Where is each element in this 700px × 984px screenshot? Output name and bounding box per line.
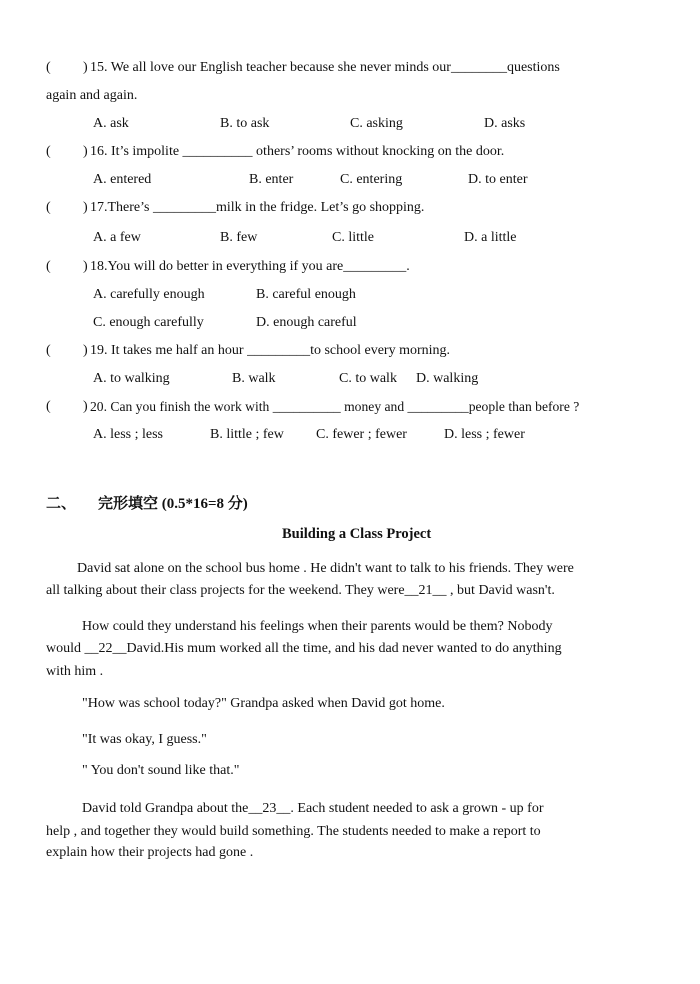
q20-option-a: A. less ; less [93, 427, 163, 442]
q18-stem: 18.You will do better in everything if you are_________. [90, 259, 410, 274]
q16-option-d: D. to enter [468, 172, 528, 187]
q15-option-a: A. ask [93, 116, 129, 131]
q15-stem: 15. We all love our English teacher because she never minds our________questions [90, 60, 560, 75]
q15-option-d: D. asks [484, 116, 526, 131]
q18-option-b: B. careful enough [256, 287, 356, 302]
q17-option-a: A. a few [93, 230, 141, 245]
q19-option-a: A. to walking [93, 371, 170, 386]
q19-option-c: C. to walk [339, 371, 397, 386]
q20-stem: 20. Can you finish the work with __________ money and _________people than before ? [90, 399, 580, 414]
q17-close-paren: ) [83, 200, 88, 215]
q20-option-b: B. little ; few [210, 427, 284, 442]
passage-line: How could they understand his feelings when their parents would be them? Nobody [82, 619, 553, 634]
q16-close-paren: ) [83, 144, 88, 159]
q19-stem: 19. It takes me half an hour _________to school every morning. [90, 343, 451, 358]
passage-line: with him . [46, 664, 104, 679]
q15-close-paren: ) [83, 60, 88, 75]
q20-option-c: C. fewer ; fewer [316, 427, 407, 442]
q19-close-paren: ) [83, 343, 88, 358]
q17-option-d: D. a little [464, 230, 517, 245]
q18-option-c: C. enough carefully [93, 315, 204, 330]
q19-option-b: B. walk [232, 371, 276, 386]
q15-stem-cont: again and again. [46, 88, 138, 103]
passage-line: "It was okay, I guess." [82, 732, 207, 747]
q16-paren: ( [46, 144, 51, 159]
q18-option-a: A. carefully enough [93, 287, 205, 302]
passage-line: explain how their projects had gone . [46, 845, 254, 860]
section-title: 完形填空 (0.5*16=8 分) [98, 496, 248, 512]
q17-stem: 17.There’s _________milk in the fridge. Let’s go shopping. [90, 200, 425, 215]
q15-option-b: B. to ask [220, 116, 270, 131]
q17-option-b: B. few [220, 230, 258, 245]
q17-paren: ( [46, 200, 51, 215]
q19-option-d: D. walking [416, 371, 479, 386]
passage-title: Building a Class Project [282, 526, 432, 542]
q20-close-paren: ) [83, 399, 88, 414]
q18-paren: ( [46, 259, 51, 274]
section-number: 二、 [46, 496, 77, 512]
q20-option-d: D. less ; fewer [444, 427, 525, 442]
q16-option-b: B. enter [249, 172, 294, 187]
q20-paren: ( [46, 399, 51, 414]
q15-option-c: C. asking [350, 116, 403, 131]
passage-line: David sat alone on the school bus home . He didn't want to talk to his friends. They were [77, 561, 574, 576]
passage-line: all talking about their class projects for the weekend. They were__21__ , but David wasn't. [46, 583, 555, 598]
passage-line: "How was school today?" Grandpa asked when David got home. [82, 696, 445, 711]
passage-line: would __22__David.His mum worked all the time, and his dad never wanted to do anything [46, 641, 562, 656]
q16-option-c: C. entering [340, 172, 403, 187]
passage-line: " You don't sound like that." [82, 763, 240, 778]
passage-line: help , and together they would build something. The students needed to make a report to [46, 824, 541, 839]
passage-line: David told Grandpa about the__23__. Each student needed to ask a grown - up for [82, 801, 544, 816]
q16-option-a: A. entered [93, 172, 152, 187]
q19-paren: ( [46, 343, 51, 358]
q17-option-c: C. little [332, 230, 374, 245]
q15-paren: ( [46, 60, 51, 75]
q18-option-d: D. enough careful [256, 315, 357, 330]
q18-close-paren: ) [83, 259, 88, 274]
q16-stem: 16. It’s impolite __________ others’ rooms without knocking on the door. [90, 144, 505, 159]
